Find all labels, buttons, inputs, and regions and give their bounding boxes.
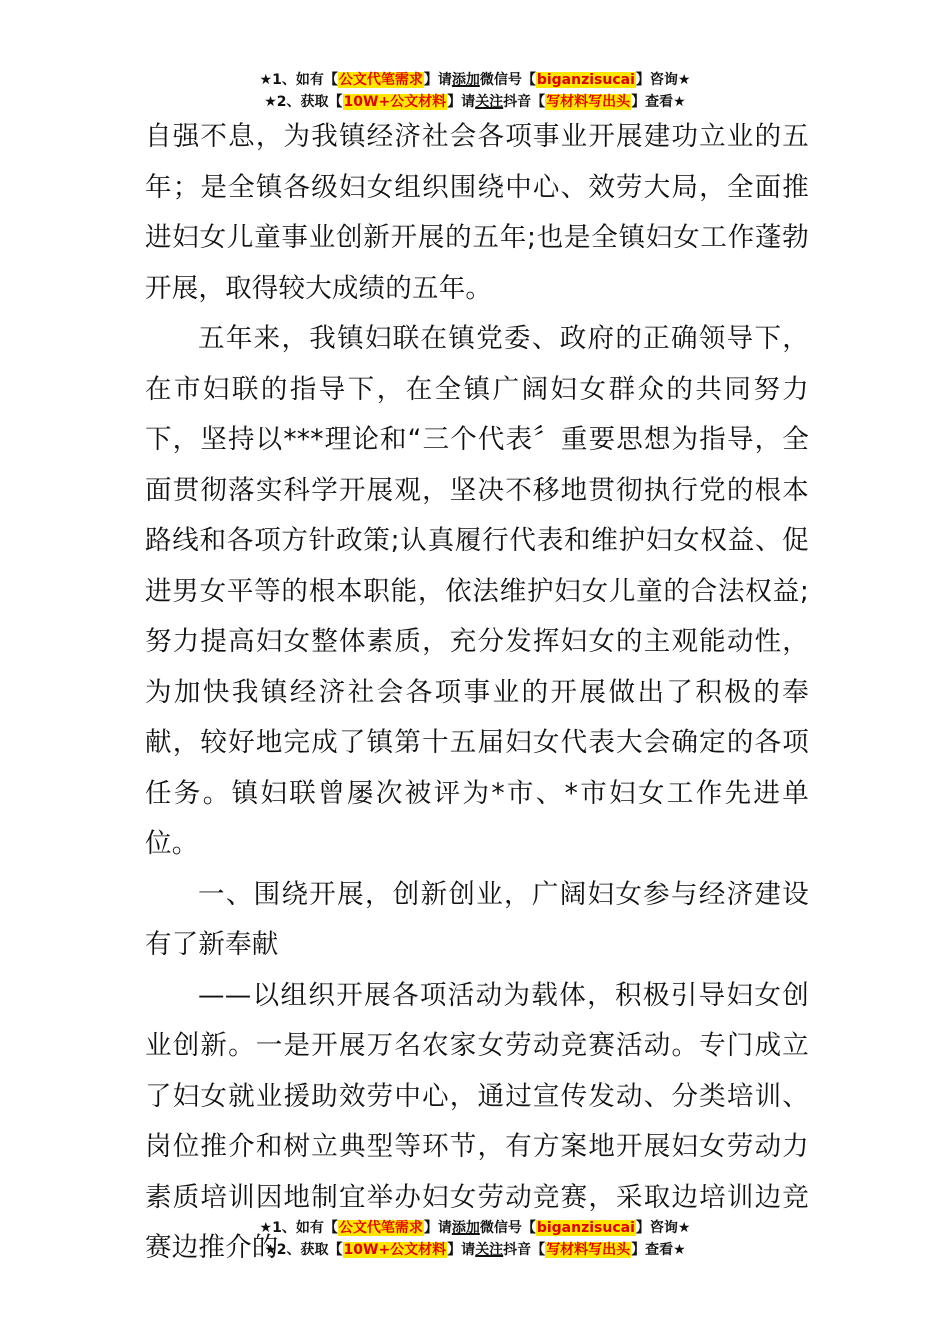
footer-line2-text-a: 】请	[447, 1242, 476, 1258]
footer-underline-add: 添加	[451, 1220, 480, 1236]
header-line1-prefix: ★1、如有【	[259, 72, 338, 88]
body-paragraph-2: 五年来，我镇妇联在镇党委、政府的正确领导下，在市妇联的指导下，在全镇广阔妇女群众的共同努力下，坚持以***理论和“三个代表〞重要思想为指导，全面贯彻落实科学开展观，坚决不移地贯彻执行党的根本路线和各项方针政策;认真履行代表和维护妇女权益、促进男女平等的根本职能，依法维护妇女儿童的合法权益;努力提高妇女整体素质，充分发挥妇女的主观能动性，为加快我镇经济社会各项事业的开展做出了积极的奉献，较好地完成了镇第十五届妇女代表大会确定的各项任务。镇妇联曾屡次被评为*市、*市妇女工作先进单位。	[145, 323, 809, 859]
footer-highlight-douyin-account: 写材料写出头	[546, 1242, 631, 1258]
header-line2-prefix: ★2、获取【	[264, 94, 343, 110]
header-banner-line-1	[0, 69, 950, 91]
header-line2-suffix: 】查看★	[631, 94, 686, 110]
document-body	[145, 112, 809, 1274]
footer-line1-suffix: 】咨询★	[635, 1220, 691, 1236]
header-banner-line-2	[0, 91, 950, 113]
header-highlight-service: 公文代笔需求	[338, 72, 423, 88]
footer-banner-line-1	[0, 1217, 950, 1239]
footer-underline-follow: 关注	[475, 1242, 504, 1258]
footer-line1-text-b: 微信号【	[479, 1220, 536, 1236]
footer-line2-text-b: 抖音【	[503, 1242, 546, 1258]
header-underline-follow: 关注	[475, 94, 504, 110]
header-highlight-materials: 10W+公文材料	[343, 94, 447, 110]
footer-line1-text-a: 】请	[423, 1220, 452, 1236]
header-highlight-wechat-id: biganzisucai	[536, 72, 635, 88]
header-line1-suffix: 】咨询★	[635, 72, 691, 88]
footer-line2-suffix: 】查看★	[631, 1242, 686, 1258]
header-line1-text-a: 】请	[423, 72, 452, 88]
footer-banner-line-2	[0, 1239, 950, 1261]
footer-highlight-service: 公文代笔需求	[338, 1220, 423, 1236]
header-line1-text-b: 微信号【	[479, 72, 536, 88]
body-paragraph-1: 自强不息，为我镇经济社会各项事业开展建功立业的五年；是全镇各级妇女组织围绕中心、效劳大局，全面推进妇女儿童事业创新开展的五年;也是全镇妇女工作蓬勃开展，取得较大成绩的五年。	[145, 121, 809, 304]
footer-highlight-materials: 10W+公文材料	[343, 1242, 447, 1258]
footer-highlight-wechat-id: biganzisucai	[536, 1220, 635, 1236]
footer-line1-prefix: ★1、如有【	[259, 1220, 338, 1236]
section-heading-1: 一、围绕开展，创新创业，广阔妇女参与经济建设有了新奉献	[145, 878, 809, 960]
footer-banner	[0, 1217, 950, 1261]
footer-line2-prefix: ★2、获取【	[264, 1242, 343, 1258]
header-line2-text-a: 】请	[447, 94, 476, 110]
body-paragraph-3: ——以组织开展各项活动为载体，积极引导妇女创业创新。一是开展万名农家女劳动竞赛活动。专门成立了妇女就业援助效劳中心，通过宣传发动、分类培训、岗位推介和树立典型等环节，有方案地开展妇女劳动力素质培训因地制宜举办妇女劳动竞赛，采取边培训边竞赛边推介的	[145, 979, 809, 1263]
header-underline-add: 添加	[451, 72, 480, 88]
header-banner	[0, 69, 950, 113]
header-line2-text-b: 抖音【	[503, 94, 546, 110]
header-highlight-douyin-account: 写材料写出头	[546, 94, 631, 110]
